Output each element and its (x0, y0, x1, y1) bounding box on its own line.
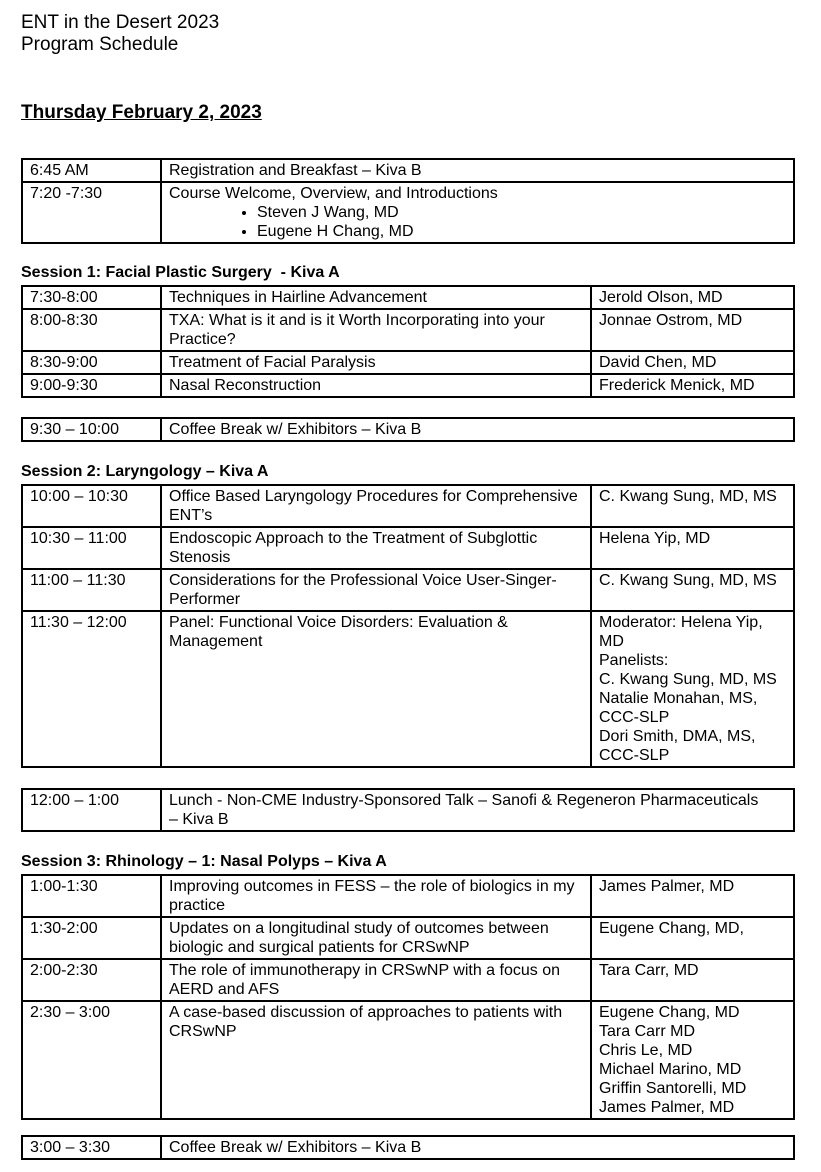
table-row (22, 418, 794, 441)
table-row (22, 611, 794, 767)
speaker-line: Panelists: (599, 652, 669, 669)
table-row (22, 159, 794, 182)
description-cell: Coffee Break w/ Exhibitors – Kiva B (161, 1136, 794, 1159)
bullet-item: • Steven J Wang, MD (257, 203, 770, 222)
speaker-bullet-list (169, 203, 770, 241)
time-cell: 10:00 – 10:30 (22, 485, 161, 527)
speaker-line: Eugene Chang, MD (599, 1004, 740, 1021)
table-row (22, 485, 794, 527)
table-row (22, 182, 794, 243)
opening-table (21, 158, 795, 244)
table-row (22, 1136, 794, 1159)
break1-table (21, 417, 795, 442)
session3-heading: Session 3: Rhinology – 1: Nasal Polyps – Kiva A (21, 853, 387, 870)
time-cell: 1:00-1:30 (22, 875, 161, 917)
speakers-cell: Tara Carr, MD (591, 959, 794, 1001)
table-row (22, 309, 794, 351)
speakers-cell: James Palmer, MD (591, 875, 794, 917)
time-cell: 9:00-9:30 (22, 374, 161, 397)
speakers-cell: Frederick Menick, MD (591, 374, 794, 397)
speakers-cell (591, 1001, 794, 1119)
time-cell: 2:30 – 3:00 (22, 1001, 161, 1119)
session2-table (21, 484, 795, 768)
time-cell: 9:30 – 10:00 (22, 418, 161, 441)
speaker-line: Natalie Monahan, MS, CCC-SLP (599, 690, 758, 726)
description-cell: Office Based Laryngology Procedures for Comprehensive ENT’s (161, 485, 591, 527)
session3-table (21, 874, 795, 1120)
speakers-cell: Helena Yip, MD (591, 527, 794, 569)
description-cell: Updates on a longitudinal study of outcomes between biologic and surgical patients for CRSwNP (161, 917, 591, 959)
description-cell: Nasal Reconstruction (161, 374, 591, 397)
time-cell: 2:00-2:30 (22, 959, 161, 1001)
table-row (22, 374, 794, 397)
description-cell: Registration and Breakfast – Kiva B (161, 159, 794, 182)
speaker-line: C. Kwang Sung, MD, MS (599, 671, 777, 688)
table-row (22, 959, 794, 1001)
description-cell: Techniques in Hairline Advancement (161, 286, 591, 309)
speaker-line: Griffin Santorelli, MD (599, 1080, 747, 1097)
table-row (22, 917, 794, 959)
table-row (22, 789, 794, 831)
description-cell: Improving outcomes in FESS – the role of biologics in my practice (161, 875, 591, 917)
description-cell: Coffee Break w/ Exhibitors – Kiva B (161, 418, 794, 441)
description-cell: A case-based discussion of approaches to patients with CRSwNP (161, 1001, 591, 1119)
speaker-line: Tara Carr MD (599, 1023, 696, 1040)
time-cell: 7:20 -7:30 (22, 182, 161, 243)
time-cell: 3:00 – 3:30 (22, 1136, 161, 1159)
speaker-line: Chris Le, MD (599, 1042, 693, 1059)
description-cell: Treatment of Facial Paralysis (161, 351, 591, 374)
table-row (22, 286, 794, 309)
description-cell: TXA: What is it and is it Worth Incorporating into your Practice? (161, 309, 591, 351)
speaker-line: Michael Marino, MD (599, 1061, 742, 1078)
title-line-2: Program Schedule (21, 34, 179, 55)
description-cell (161, 182, 794, 243)
speaker-line: Moderator: Helena Yip, MD (599, 614, 763, 650)
document-title (21, 12, 795, 56)
description-cell: Lunch - Non-CME Industry-Sponsored Talk – Sanofi & Regeneron Pharmaceuticals – Kiva B (161, 789, 794, 831)
time-cell: 11:30 – 12:00 (22, 611, 161, 767)
time-cell: 8:30-9:00 (22, 351, 161, 374)
description-cell: The role of immunotherapy in CRSwNP with a focus on AERD and AFS (161, 959, 591, 1001)
session2-heading: Session 2: Laryngology – Kiva A (21, 463, 269, 480)
speaker-line: James Palmer, MD (599, 1099, 735, 1116)
description-cell: Endoscopic Approach to the Treatment of Subglottic Stenosis (161, 527, 591, 569)
time-cell: 7:30-8:00 (22, 286, 161, 309)
speakers-cell: Eugene Chang, MD, (591, 917, 794, 959)
description-cell: Considerations for the Professional Voice User-Singer-Performer (161, 569, 591, 611)
time-cell: 6:45 AM (22, 159, 161, 182)
speaker-line: Dori Smith, DMA, MS, CCC-SLP (599, 728, 756, 764)
break2-table (21, 1135, 795, 1160)
session1-heading: Session 1: Facial Plastic Surgery - Kiva A (21, 264, 340, 281)
time-cell: 11:00 – 11:30 (22, 569, 161, 611)
bullet-item: • Eugene H Chang, MD (257, 222, 770, 241)
speakers-cell (591, 611, 794, 767)
table-row (22, 569, 794, 611)
description-cell: Panel: Functional Voice Disorders: Evaluation & Management (161, 611, 591, 767)
session1-table (21, 285, 795, 398)
speakers-cell: C. Kwang Sung, MD, MS (591, 569, 794, 611)
date-heading: Thursday February 2, 2023 (21, 102, 262, 123)
time-cell: 8:00-8:30 (22, 309, 161, 351)
title-line-1: ENT in the Desert 2023 (21, 12, 220, 33)
speakers-cell: David Chen, MD (591, 351, 794, 374)
session-title: Course Welcome, Overview, and Introductions (169, 185, 498, 202)
table-row (22, 875, 794, 917)
table-row (22, 1001, 794, 1119)
lunch-table (21, 788, 795, 832)
time-cell: 1:30-2:00 (22, 917, 161, 959)
time-cell: 12:00 – 1:00 (22, 789, 161, 831)
speakers-cell: Jonnae Ostrom, MD (591, 309, 794, 351)
table-row (22, 351, 794, 374)
speakers-cell: Jerold Olson, MD (591, 286, 794, 309)
time-cell: 10:30 – 11:00 (22, 527, 161, 569)
table-row (22, 527, 794, 569)
speakers-cell: C. Kwang Sung, MD, MS (591, 485, 794, 527)
